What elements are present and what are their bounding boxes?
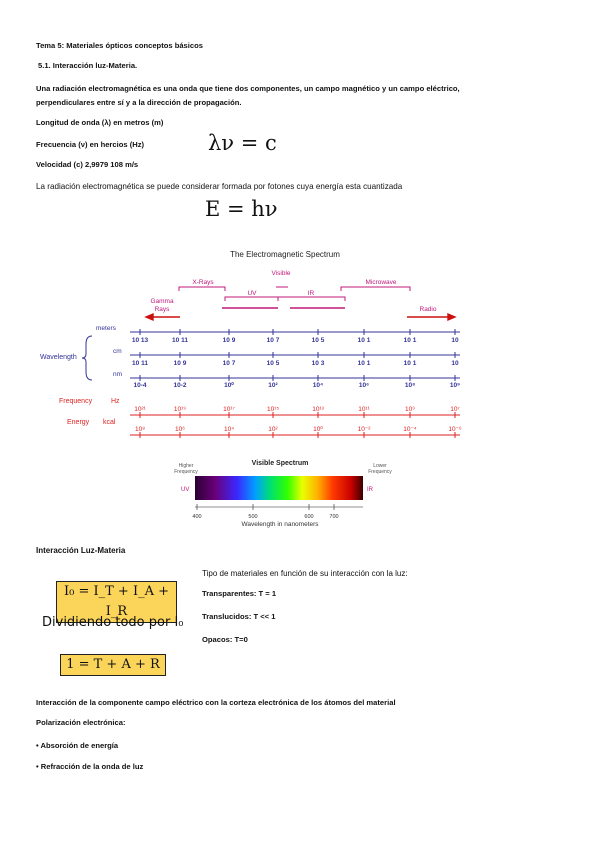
meters-tick-label: 10 13 xyxy=(131,337,149,344)
nm-tick-label: 10⁶ xyxy=(358,382,370,389)
frequency-tick-label: 10¹¹ xyxy=(358,406,370,413)
section-title: 5.1. Interacción luz-Materia. xyxy=(38,61,138,70)
type-transparent: Transparentes: T = 1 xyxy=(202,589,277,598)
visible-axis-label: Wavelength in nanometers xyxy=(241,521,319,528)
nm-tick-label: 10⁰ xyxy=(224,382,234,389)
energy-tick-label: 10⁴ xyxy=(223,426,235,433)
band-xrays: X-Rays xyxy=(192,279,214,286)
lower-label: Lower xyxy=(373,463,387,469)
bullet-absorption: • Absorción de energía xyxy=(36,741,119,750)
unit-frequency: Frequency xyxy=(59,398,93,405)
band-ir: IR xyxy=(307,290,315,297)
frequency-tick-label: 10¹⁵ xyxy=(266,406,280,413)
visible-tick-label: 700 xyxy=(329,514,339,520)
formula-e-h-nu: E = hν xyxy=(205,197,278,221)
frequency-tick-label: 10²¹ xyxy=(134,406,146,413)
band-microwave: Microwave xyxy=(365,279,397,286)
meters-tick-label: 10 9 xyxy=(222,337,236,344)
visible-spectrum-figure xyxy=(0,455,599,535)
unit-meters: meters xyxy=(96,325,116,332)
frequency-tick-label: 10⁹ xyxy=(404,406,416,413)
interaction-heading: Interacción Luz-Materia xyxy=(36,546,126,555)
unit-kcal: kcal xyxy=(103,419,116,426)
wavelength-definition: Longitud de onda (λ) en metros (m) xyxy=(36,118,164,127)
visible-ticks xyxy=(192,504,338,520)
band-gamma-rays: Rays xyxy=(154,306,170,313)
lower-frequency-label: Frequency xyxy=(368,469,392,475)
cm-tick-label: 10 11 xyxy=(132,360,148,367)
unit-hz: Hz xyxy=(111,398,120,405)
electric-field-line: Interacción de la componente campo eléctrico con la corteza electrónica de los átomos del material xyxy=(36,698,396,707)
cm-tick-label: 10 xyxy=(451,360,459,367)
visible-ir-label: IR xyxy=(367,487,373,493)
visible-tick-label: 400 xyxy=(192,514,202,520)
photon-text: La radiación electromagnética se puede considerar formada por fotones cuya energía esta cuantizada xyxy=(36,182,403,191)
cm-tick-label: 10 3 xyxy=(311,360,325,367)
band-visible: Visible xyxy=(271,270,291,277)
tick-labels xyxy=(132,337,462,433)
band-gamma: Gamma xyxy=(150,298,174,305)
higher-frequency-label: Frequency xyxy=(174,469,198,475)
frequency-tick-label: 10⁷ xyxy=(450,406,460,413)
meters-tick-label: 10 xyxy=(451,337,459,344)
cm-tick-label: 10 7 xyxy=(222,360,236,367)
frequency-tick-label: 10¹⁹ xyxy=(173,406,187,413)
meters-tick-label: 10 1 xyxy=(403,337,417,344)
band-radio: Radio xyxy=(419,306,437,313)
energy-tick-label: 10⁰ xyxy=(313,426,323,433)
visible-title: Visible Spectrum xyxy=(251,460,309,467)
meters-tick-label: 10 7 xyxy=(266,337,280,344)
cm-tick-label: 10 1 xyxy=(403,360,417,367)
visible-spectrum-bar xyxy=(195,476,363,500)
frequency-tick-label: 10¹⁷ xyxy=(223,406,235,413)
meters-tick-label: 10 11 xyxy=(172,337,188,344)
energy-tick-label: 10⁸ xyxy=(135,426,145,433)
frequency-tick-label: 10¹³ xyxy=(312,406,324,413)
bullet-refraction: • Refracción de la onda de luz xyxy=(36,762,144,771)
speed-definition: Velocidad (c) 2,9979 108 m/s xyxy=(36,160,139,169)
band-arrows xyxy=(146,308,455,320)
band-uv: UV xyxy=(247,290,257,297)
wavelength-label: Wavelength xyxy=(40,354,77,361)
energy-tick-label: 10⁻⁴ xyxy=(403,426,417,433)
equation-fractions-box xyxy=(60,654,166,676)
types-heading: Tipo de materiales en función de su interacción con la luz: xyxy=(202,569,408,578)
visible-uv-label: UV xyxy=(181,487,190,493)
unit-cm: cm xyxy=(113,348,122,355)
unit-energy: Energy xyxy=(67,419,90,426)
intro-line-2: perpendiculares entre sí y a la dirección de propagación. xyxy=(36,98,242,107)
cm-tick-label: 10 5 xyxy=(266,360,280,367)
nm-tick-label: 10⁴ xyxy=(312,382,324,389)
intro-line-1: Una radiación electromagnética es una onda que tiene dos componentes, un campo magnético y un campo eléctrico, xyxy=(36,84,460,93)
formula-lambda-nu-c: λν = c xyxy=(208,131,277,155)
visible-tick-label: 500 xyxy=(248,514,258,520)
type-translucent: Translucidos: T << 1 xyxy=(202,612,276,621)
energy-tick-label: 10⁶ xyxy=(175,426,185,433)
higher-label: Higher xyxy=(178,463,194,469)
energy-tick-label: 10⁻² xyxy=(357,426,371,433)
spectrum-title: The Electromagnetic Spectrum xyxy=(230,250,340,259)
meters-tick-label: 10 5 xyxy=(311,337,325,344)
nm-tick-label: 10⁹ xyxy=(449,382,461,389)
wavelength-brace xyxy=(82,336,92,380)
unit-nm: nm xyxy=(113,371,123,378)
doc-title: Tema 5: Materiales ópticos conceptos básicos xyxy=(36,41,203,50)
cm-tick-label: 10 9 xyxy=(173,360,187,367)
equation-intensity: I₀ = I_T + I_A + I_R xyxy=(63,584,169,619)
nm-tick-label: 10² xyxy=(268,382,278,389)
energy-tick-label: 10² xyxy=(268,426,278,433)
cm-tick-label: 10 1 xyxy=(357,360,371,367)
frequency-definition: Frecuencia (ν) en hercios (Hz) xyxy=(36,140,145,149)
nm-tick-label: 10-4 xyxy=(133,382,147,389)
type-opaque: Opacos: T=0 xyxy=(202,635,248,644)
energy-tick-label: 10⁻⁶ xyxy=(448,426,462,433)
equation-fractions: 1 = T + A + R xyxy=(66,657,160,672)
visible-tick-label: 600 xyxy=(304,514,314,520)
divide-text: Dividiendo todo por I₀ xyxy=(42,615,184,630)
nm-tick-label: 10⁸ xyxy=(404,382,416,389)
meters-tick-label: 10 1 xyxy=(357,337,371,344)
nm-tick-label: 10-2 xyxy=(173,382,187,389)
polarization-label: Polarización electrónica: xyxy=(36,718,126,727)
band-brackets xyxy=(179,287,410,301)
